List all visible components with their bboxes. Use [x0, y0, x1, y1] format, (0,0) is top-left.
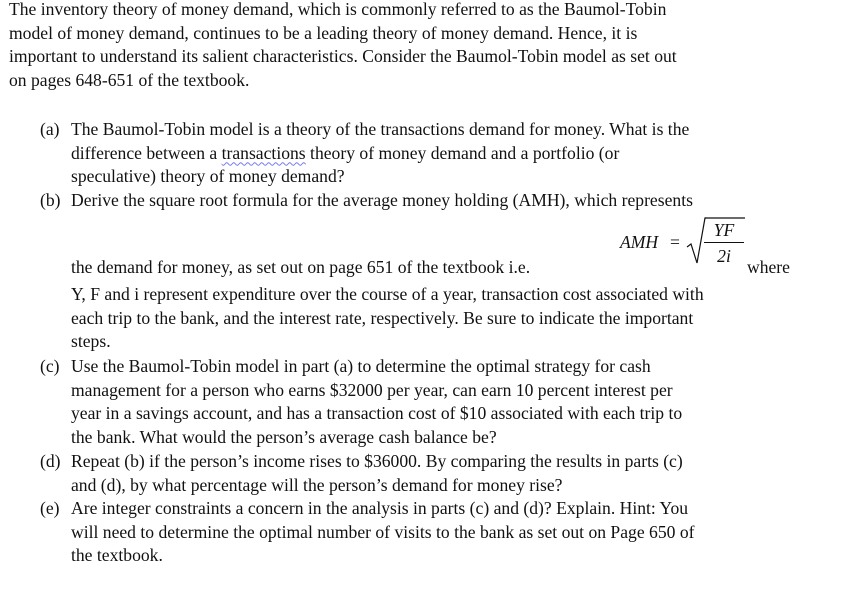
intro-paragraph — [9, 0, 829, 92]
question-label: (d) — [40, 451, 61, 471]
question-label: (a) — [40, 119, 60, 139]
question-text-line: management for a person who earns $32000 per year, can earn 10 percent interest per — [71, 379, 673, 400]
question-b-continuation — [71, 283, 831, 354]
formula-denominator: 2i — [717, 246, 731, 266]
formula-equals: = — [670, 232, 680, 252]
fraction-bar — [704, 242, 744, 243]
formula-numerator: YF — [713, 220, 735, 240]
intro-line: model of money demand, continues to be a leading theory of money demand. Hence, it is — [9, 22, 638, 43]
question-text-line: will need to determine the optimal number of visits to the bank as set out on Page 650 of — [71, 521, 695, 542]
question-text-line: Are integer constraints a concern in the analysis in parts (c) and (d)? Explain. Hint: You — [71, 498, 689, 518]
amh-formula — [620, 213, 760, 273]
question-text-line: year in a savings account, and has a transaction cost of $10 associated with each trip to — [71, 403, 683, 423]
question-text-line: each trip to the bank, and the interest rate, respectively. Be sure to indicate the important — [71, 307, 694, 328]
question-text-line — [71, 142, 831, 166]
question-text-line: the demand for money, as set out on page 651 of the textbook i.e. — [71, 257, 531, 277]
intro-line: The inventory theory of money demand, which is commonly referred to as the Baumol-Tobin — [9, 0, 667, 19]
question-text-line: Repeat (b) if the person’s income rises to $36000. By comparing the results in parts (c) — [71, 451, 683, 471]
question-text-line: speculative) theory of money demand? — [71, 166, 345, 186]
question-label: (e) — [40, 498, 60, 518]
question-text-line: The Baumol-Tobin model is a theory of the transactions demand for money. What is the — [71, 119, 690, 139]
formula-where: where — [747, 257, 790, 277]
spellcheck-underlined-word: transactions — [221, 142, 306, 163]
intro-line: important to understand its salient characteristics. Consider the Baumol-Tobin model as set out — [9, 46, 677, 66]
question-text-line: Derive the square root formula for the average money holding (AMH), which represents — [71, 190, 693, 210]
question-text-line: steps. — [71, 331, 111, 351]
question-text-line: the textbook. — [71, 545, 163, 565]
question-label: (b) — [40, 190, 61, 210]
text-segment: difference between a — [71, 142, 222, 163]
question-text-line: the bank. What would the person’s average cash balance be? — [71, 426, 497, 447]
question-text-line: and (d), by what percentage will the person’s demand for money rise? — [71, 474, 563, 495]
question-text-line: Use the Baumol-Tobin model in part (a) to determine the optimal strategy for cash — [71, 356, 651, 376]
question-label: (c) — [40, 356, 60, 376]
square-root-icon — [686, 217, 706, 265]
text-segment: theory of money demand and a portfolio (or — [305, 142, 620, 163]
intro-line: on pages 648-651 of the textbook. — [9, 69, 250, 90]
question-text-line: Y, F and i represent expenditure over the course of a year, transaction cost associated with — [71, 284, 704, 304]
formula-lhs: AMH — [620, 232, 659, 252]
